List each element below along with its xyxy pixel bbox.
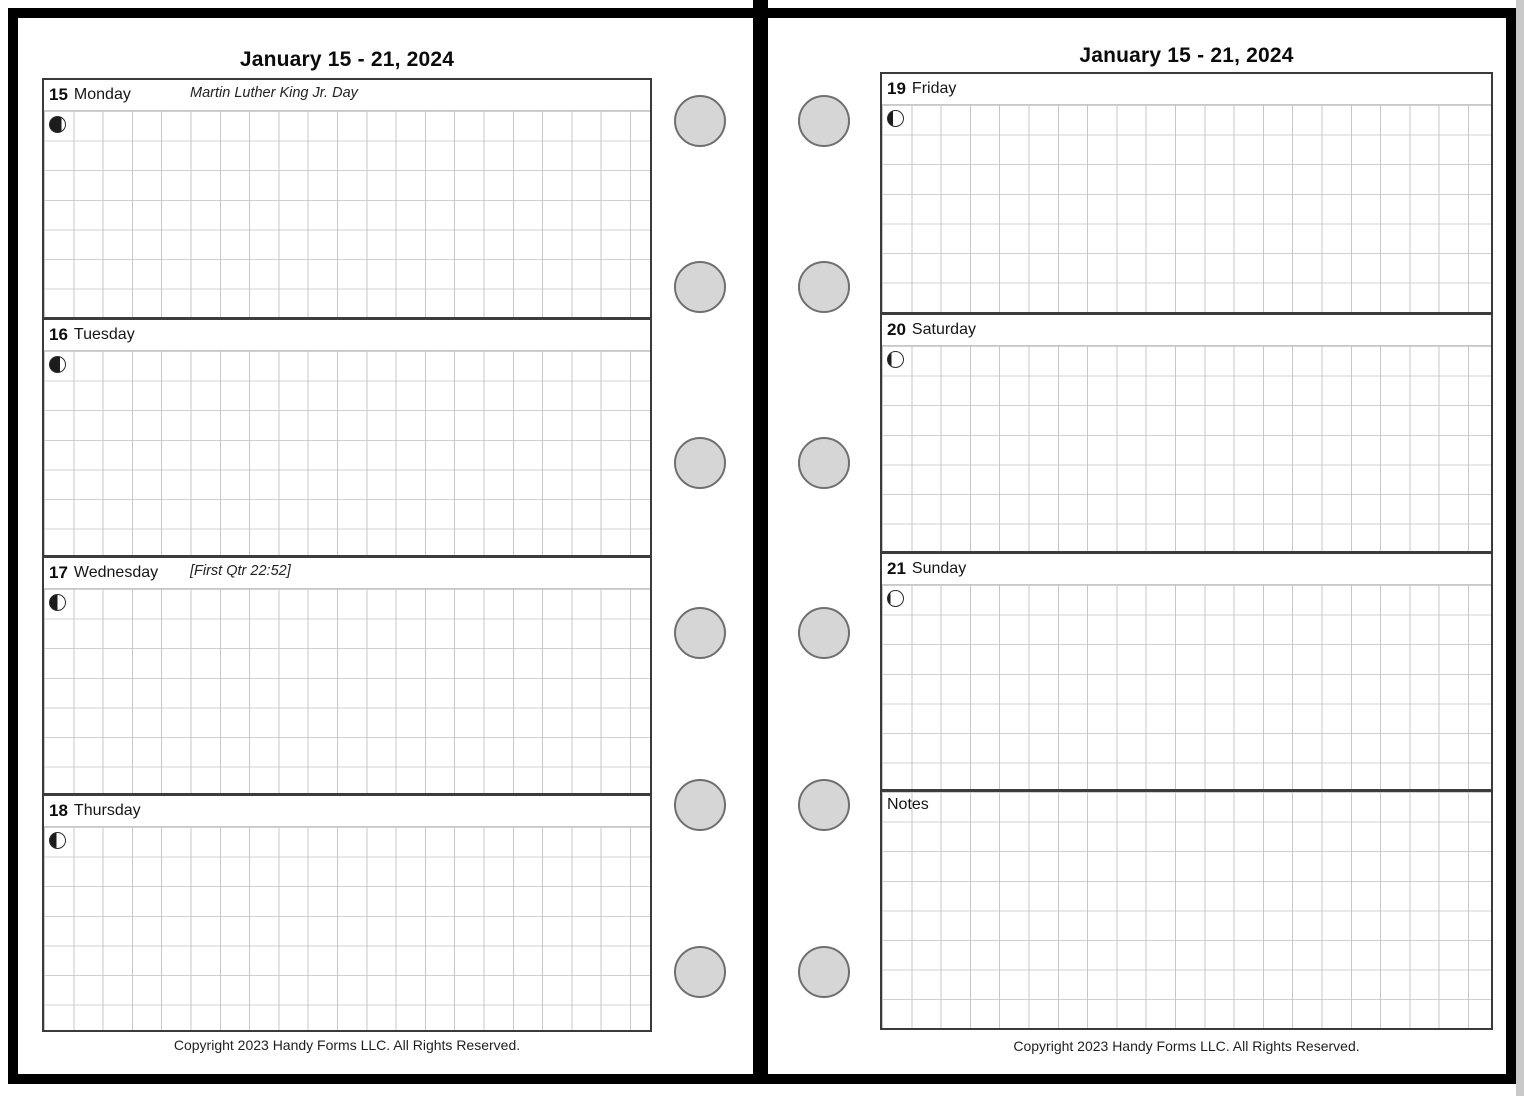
moon-phase-icon <box>49 116 66 133</box>
day-header <box>44 796 650 827</box>
day-header <box>44 80 650 111</box>
day-section-monday <box>44 80 650 317</box>
page-title: January 15 - 21, 2024 <box>1079 44 1294 67</box>
day-name: Wednesday <box>73 564 159 581</box>
notes-label: Notes <box>887 796 929 813</box>
moon-phase-icon <box>887 351 904 368</box>
day-section-sunday <box>882 551 1491 789</box>
day-number: 19 <box>887 79 906 98</box>
day-header <box>882 315 1491 346</box>
moon-phase-icon <box>887 110 904 127</box>
holiday-label: Martin Luther King Jr. Day <box>190 85 358 101</box>
moon-phase-icon <box>49 594 66 611</box>
day-grid-area <box>44 589 650 793</box>
moon-phase-icon <box>49 832 66 849</box>
binder-hole <box>674 95 726 147</box>
binder-hole <box>798 437 850 489</box>
binder-hole <box>674 946 726 998</box>
day-number: 17 <box>49 563 68 582</box>
day-number: 18 <box>49 801 68 820</box>
day-header <box>882 74 1491 105</box>
day-grid-area <box>882 346 1491 551</box>
binder-hole <box>798 95 850 147</box>
scan-edge-shadow <box>1516 0 1524 1096</box>
day-header <box>44 320 650 351</box>
day-section-saturday <box>882 312 1491 551</box>
copyright-text: Copyright 2023 Handy Forms LLC. All Rights Reserved. <box>173 1037 521 1053</box>
day-section-thursday <box>44 793 650 1030</box>
moon-qtr-label: [First Qtr 22:52] <box>190 563 291 579</box>
day-grid-area <box>44 111 650 317</box>
day-name: Saturday <box>911 321 976 338</box>
page-title: January 15 - 21, 2024 <box>239 48 455 71</box>
day-number: 21 <box>887 559 906 578</box>
binder-hole <box>798 607 850 659</box>
day-name: Tuesday <box>73 326 135 343</box>
binder-hole <box>674 261 726 313</box>
day-number: 15 <box>49 85 68 104</box>
day-number: 16 <box>49 325 68 344</box>
moon-phase-icon <box>49 356 66 373</box>
binder-hole <box>798 946 850 998</box>
binder-hole <box>798 779 850 831</box>
left-day-grid <box>42 78 652 1032</box>
day-grid-area <box>44 351 650 555</box>
day-grid-area <box>882 585 1491 789</box>
day-header <box>44 558 650 589</box>
day-name: Friday <box>911 80 957 97</box>
copyright-text: Copyright 2023 Handy Forms LLC. All Rights Reserved. <box>1013 1038 1360 1054</box>
day-number: 20 <box>887 320 906 339</box>
day-grid-area <box>882 105 1491 312</box>
day-name: Monday <box>73 86 131 103</box>
moon-phase-icon <box>887 590 904 607</box>
day-section-wednesday <box>44 555 650 793</box>
day-header <box>882 554 1491 585</box>
day-section-friday <box>882 74 1491 312</box>
day-name: Thursday <box>73 802 141 819</box>
page-divider <box>753 0 768 10</box>
binder-hole <box>674 437 726 489</box>
binder-hole <box>674 779 726 831</box>
day-name: Sunday <box>911 560 967 577</box>
notes-section <box>882 789 1491 1028</box>
binder-hole <box>798 261 850 313</box>
day-section-tuesday <box>44 317 650 555</box>
binder-hole <box>674 607 726 659</box>
right-day-grid <box>880 72 1493 1030</box>
day-grid-area <box>44 827 650 1030</box>
